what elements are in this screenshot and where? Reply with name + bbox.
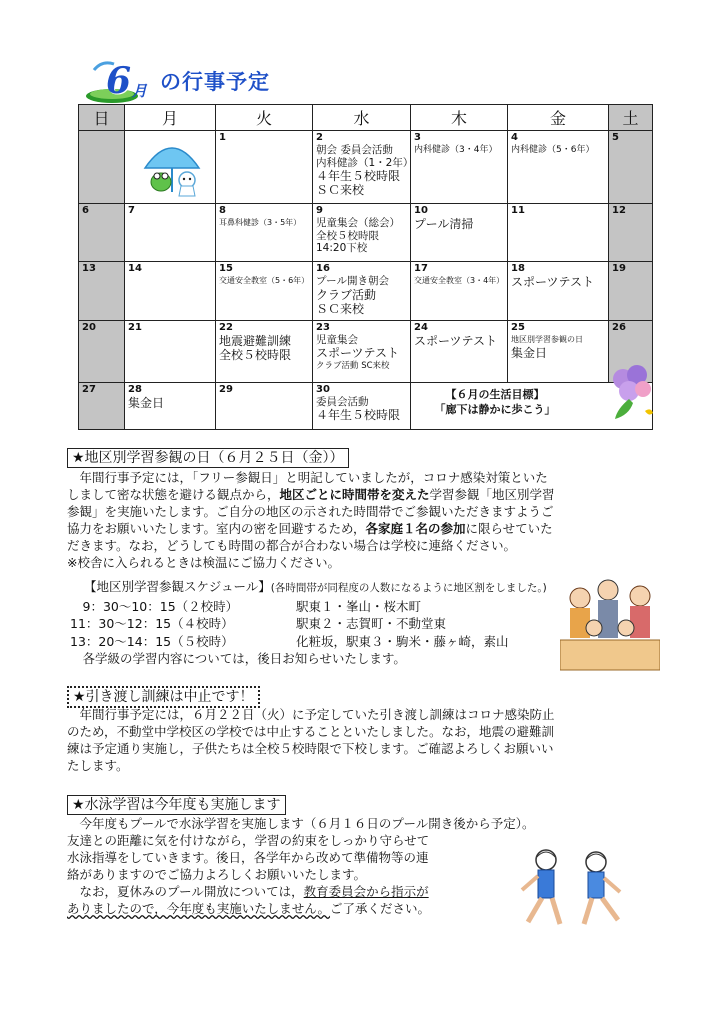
day-cell — [609, 262, 653, 320]
event-item: スポーツテスト — [316, 346, 400, 361]
day-number: 12 — [612, 205, 626, 217]
day-cell — [79, 382, 125, 429]
hydrangea-illustration-icon — [607, 361, 657, 425]
day-number: 16 — [316, 263, 330, 275]
day-cell — [313, 131, 414, 204]
event-item: スポーツテスト — [511, 275, 595, 290]
swimmers-illustration-icon — [508, 846, 632, 932]
event-item: 全校５校時限 — [219, 347, 292, 362]
life-goal — [415, 387, 575, 417]
event-item: 交通安全教室（3・4年） — [414, 276, 505, 286]
day-number: 23 — [316, 321, 330, 333]
day-number: 30 — [316, 383, 330, 395]
event-item: クラブ活動 SC来校 — [316, 361, 390, 372]
title-month-number: 6 — [106, 60, 132, 102]
event-item: 内科健診（5・6年） — [511, 145, 595, 155]
weekday-wed: 水 — [313, 105, 411, 131]
day-number: 20 — [82, 321, 96, 333]
day-cell — [411, 131, 508, 204]
schedule-row: 13：20～14：15（５校時） 化粧坂，駅東３・駒米・藤ヶ崎，素山 — [70, 633, 509, 649]
body-line: 年間行事予定には，６月２２日（火）に予定していた引き渡し訓練はコロナ感染防止 — [67, 707, 555, 722]
day-cell — [411, 262, 508, 320]
body-line: 絡がありますのでご協力よろしくお願いいたします。 — [67, 867, 367, 882]
day-cell — [313, 320, 411, 382]
body-line: 協力をお願いいたします。室内の密を回避するため，各家庭１名の参加に限らせていた — [67, 521, 553, 536]
body-line: しまして密な状態を避ける観点から，地区ごとに時間帯を変えた学習参観「地区別学習 — [67, 487, 555, 502]
day-number: 8 — [219, 205, 226, 217]
day-cell — [125, 131, 216, 204]
event-item: 全校５校時限 — [316, 229, 379, 242]
day-number: 15 — [219, 263, 233, 275]
day-number: 28 — [128, 383, 142, 395]
event-item: 集金日 — [511, 346, 548, 361]
day-number: 27 — [82, 383, 96, 395]
event-item: スポーツテスト — [414, 333, 498, 348]
event-item: 朝会 委員会活動 — [316, 144, 393, 156]
day-number: 5 — [612, 132, 619, 143]
day-cell — [609, 204, 653, 262]
event-item: 内科健診（3・4年） — [414, 145, 498, 155]
event-item: ＳＣ来校 — [316, 301, 365, 316]
calendar-week-1 — [79, 131, 653, 204]
day-number: 3 — [414, 132, 421, 143]
event-calendar — [78, 104, 653, 430]
day-cell — [79, 320, 125, 382]
weekday-mon: 月 — [125, 105, 216, 131]
weekday-fri: 金 — [508, 105, 609, 131]
day-number: 13 — [82, 263, 96, 275]
section-heading-area-visit: ★地区別学習参観の日（６月２５日（金）） — [67, 448, 349, 468]
visit-schedule — [70, 578, 547, 668]
day-number: 26 — [612, 321, 626, 333]
event-item: プール開き朝会 — [316, 275, 389, 288]
day-number: 19 — [612, 263, 626, 275]
day-number: 22 — [219, 321, 233, 333]
event-item: プール清掃 — [414, 217, 474, 232]
day-number: 25 — [511, 321, 525, 333]
day-cell — [125, 382, 216, 429]
body-line: だきます。なお，どうしても時間の都合が合わない場合は学校に連絡ください。 — [67, 538, 517, 553]
schedule-row: 9：30～10：15（２校時） 駅東１・峯山・桜木町 — [70, 598, 422, 614]
day-cell — [411, 204, 508, 262]
day-cell — [508, 204, 609, 262]
schedule-row: 11：30～12：15（４校時） 駅東２・志賀町・不動堂東 — [70, 616, 447, 631]
body-line: 今年度もプールで水泳学習を実施します（６月１６日のプール開き後から予定）。 — [67, 816, 535, 831]
title-banner — [82, 58, 342, 106]
calendar-week-2 — [79, 204, 653, 262]
weekday-sun: 日 — [79, 105, 125, 131]
day-cell — [313, 262, 411, 320]
weekday-tue: 火 — [216, 105, 313, 131]
day-number: 11 — [511, 205, 525, 217]
day-cell — [79, 131, 125, 204]
calendar-week-3 — [79, 262, 653, 320]
day-cell — [508, 262, 609, 320]
event-item: 地震避難訓練 — [219, 333, 292, 348]
event-item: ４年生５校時限 — [316, 169, 401, 183]
section-body-handover-drill — [67, 706, 659, 774]
event-item: 14:20下校 — [316, 242, 368, 255]
event-item: 交通安全教室（5・6年） — [219, 276, 310, 286]
day-cell — [216, 131, 313, 204]
day-number: 7 — [128, 205, 135, 217]
event-item: 児童集会 — [316, 333, 358, 346]
day-cell — [79, 262, 125, 320]
event-item: 集金日 — [128, 395, 165, 410]
day-number: 1 — [219, 132, 226, 143]
weekday-header-row — [79, 105, 653, 131]
event-item: 児童集会（総会） — [316, 217, 400, 230]
body-line: 友達との距離に気を付けながら，学習の約束をしっかり守らせて — [67, 833, 430, 848]
day-cell — [411, 320, 508, 382]
body-line: なお，夏休みのプール開放については，教育委員会から指示が — [67, 884, 429, 899]
day-cell — [125, 262, 216, 320]
day-number: 24 — [414, 321, 428, 333]
body-line: たします。 — [67, 758, 129, 773]
body-line: 参観」を実施いたします。ご自分の地区の示された時間帯でご参観いただきますようご — [67, 504, 554, 519]
body-line: ※校舎に入られるときは検温にご協力ください。 — [67, 555, 340, 570]
body-line: のため，不動堂中学校区の学校では中止することといたしました。なお，地震の避難訓 — [67, 724, 555, 739]
day-cell — [313, 382, 411, 429]
body-line: 水泳指導をしていきます。後日，各学年から改めて準備物等の連 — [67, 850, 429, 865]
event-item: 内科健診（1・2年） — [316, 156, 414, 169]
section-heading-swimming: ★水泳学習は今年度も実施します — [67, 795, 286, 815]
title-month-suffix: 月 — [132, 82, 148, 100]
day-cell — [508, 131, 609, 204]
body-line: 年間行事予定には，「フリー参観日」と明記していましたが，コロナ感染対策といた — [67, 470, 548, 485]
day-cell — [125, 204, 216, 262]
day-cell — [216, 320, 313, 382]
day-number: 14 — [128, 263, 142, 275]
day-cell — [216, 204, 313, 262]
day-number: 18 — [511, 263, 525, 275]
day-number: 29 — [219, 383, 233, 395]
day-number: 2 — [316, 132, 323, 143]
event-item: 耳鼻科健診（3・5年） — [219, 218, 302, 228]
day-number: 6 — [82, 205, 89, 217]
day-number: 4 — [511, 132, 518, 143]
day-cell — [609, 131, 653, 204]
schedule-footer: 各学級の学習内容については，後日お知らせいたします。 — [70, 651, 406, 666]
parents-children-illustration-icon — [560, 574, 660, 674]
day-number: 9 — [316, 205, 323, 217]
event-item: 委員会活動 — [316, 395, 369, 408]
calendar-week-4 — [79, 320, 653, 382]
section-body-area-visit — [67, 469, 659, 571]
weekday-sat: 土 — [609, 105, 653, 131]
event-item: ４年生５校時限 — [316, 408, 401, 423]
day-cell — [216, 262, 313, 320]
day-cell — [79, 204, 125, 262]
body-line: 練は予定通り実施し，子供たちは全校５校時限で下校します。ご確認よろしくお願いい — [67, 741, 554, 756]
rain-frog-illustration-icon — [137, 134, 207, 200]
day-number: 17 — [414, 263, 428, 275]
weekday-thu: 木 — [411, 105, 508, 131]
schedule-title-line: 【地区別学習参観スケジュール】(各時間帯が同程度の人数になるように地区割をしました。) — [84, 579, 547, 594]
day-cell — [216, 382, 313, 429]
life-goal-cell — [411, 382, 653, 429]
day-number: 10 — [414, 205, 428, 217]
life-goal-text: 「廊下は静かに歩こう」 — [434, 402, 556, 416]
event-item: クラブ活動 — [316, 287, 377, 302]
day-cell — [125, 320, 216, 382]
day-cell — [313, 204, 411, 262]
section-heading-handover-drill: ★引き渡し訓練は中止です！ — [67, 686, 260, 708]
event-item: ＳＣ来校 — [316, 183, 365, 197]
page-title: の行事予定 — [160, 70, 270, 94]
day-number: 21 — [128, 321, 142, 333]
event-item: 地区別学習参観の日 — [511, 334, 583, 344]
life-goal-title: 【６月の生活目標】 — [445, 387, 545, 401]
day-cell — [508, 320, 609, 382]
calendar-week-5 — [79, 382, 653, 429]
body-line: ありましたので，今年度も実施いたしません。ご了承ください。 — [67, 901, 431, 916]
